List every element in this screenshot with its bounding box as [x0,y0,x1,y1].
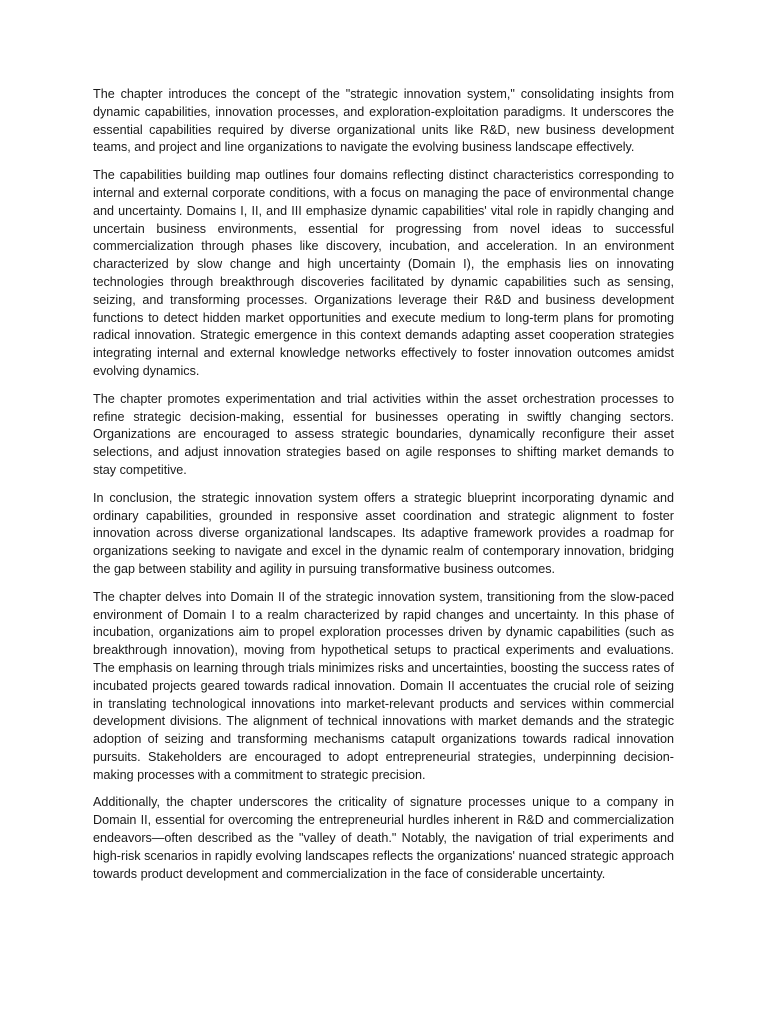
paragraph-conclusion: In conclusion, the strategic innovation system offers a strategic blueprint incorporating dynamic and ordinary capabilities, grounded in responsive asset coordination and strategic alignment to foster innovation across diverse organizational landscapes. Its adaptive framework provides a roadmap for organizations seeking to navigate and excel in the dynamic realm of contemporary innovation, bridging the gap between stability and agility in pursuing transformative business outcomes. [93,490,674,576]
paragraph-intro: The chapter introduces the concept of the "strategic innovation system," consolidating insights from dynamic capabilities, innovation processes, and exploration-exploitation paradigms. It underscores the essential capabilities required by diverse organizational units like R&D, new business development teams, and project and line organizations to navigate the evolving business landscape effectively. [93,87,674,155]
paragraph-domain-two: The chapter delves into Domain II of the strategic innovation system, transitioning from the slow-paced environment of Domain I to a realm characterized by rapid changes and uncertainty. In this phase of incubation, organizations aim to propel exploration processes driven by dynamic capabilities (such as breakthrough innovation), moving from hypothetical setups to practical experiments and evaluations. The emphasis on learning through trials minimizes risks and uncertainties, boosting the success rates of incubated projects geared towards radical innovation. Domain II accentuates the crucial role of seizing in translating technological innovations into market-relevant products and services within commercial development divisions. The alignment of technical innovations with market demands and the strategic adoption of seizing and transforming mechanisms catapult organizations towards radical innovation pursuits. Stakeholders are encouraged to adopt entrepreneurial strategies, underpinning decision-making processes with a commitment to strategic precision. [93,589,674,782]
paragraph-capabilities-map: The capabilities building map outlines four domains reflecting distinct characteristics corresponding to internal and external corporate conditions, with a focus on managing the pace of environmental change and uncertainty. Domains I, II, and III emphasize dynamic capabilities' vital role in rapidly changing and uncertain business environments, essential for progressing from novel ideas to successful commercialization through phases like discovery, incubation, and acceleration. In an environment characterized by slow change and high uncertainty (Domain I), the emphasis lies on innovating technologies through breakthrough discoveries facilitated by dynamic capabilities such as sensing, seizing, and transforming processes. Organizations leverage their R&D and business development functions to detect hidden market opportunities and execute medium to long-term plans for promoting radical innovation. Strategic emergence in this context demands adapting asset cooperation strategies integrating internal and external knowledge networks effectively to foster innovation outcomes amidst evolving dynamics. [93,168,674,378]
document-page [93,86,674,893]
paragraph-experimentation: The chapter promotes experimentation and trial activities within the asset orchestration processes to refine strategic decision-making, essential for businesses operating in swiftly changing sectors. Organizations are encouraged to assess strategic boundaries, dynamically reconfigure their asset selections, and adjust innovation strategies based on agile responses to shifting market demands to stay competitive. [93,391,674,477]
paragraph-signature-processes: Additionally, the chapter underscores the criticality of signature processes unique to a company in Domain II, essential for overcoming the entrepreneurial hurdles inherent in R&D and commercialization endeavors—often described as the "valley of death." Notably, the navigation of trial experiments and high-risk scenarios in rapidly evolving landscapes reflects the organizations' nuanced strategic approach towards product development and commercialization in the face of considerable uncertainty. [93,795,674,881]
